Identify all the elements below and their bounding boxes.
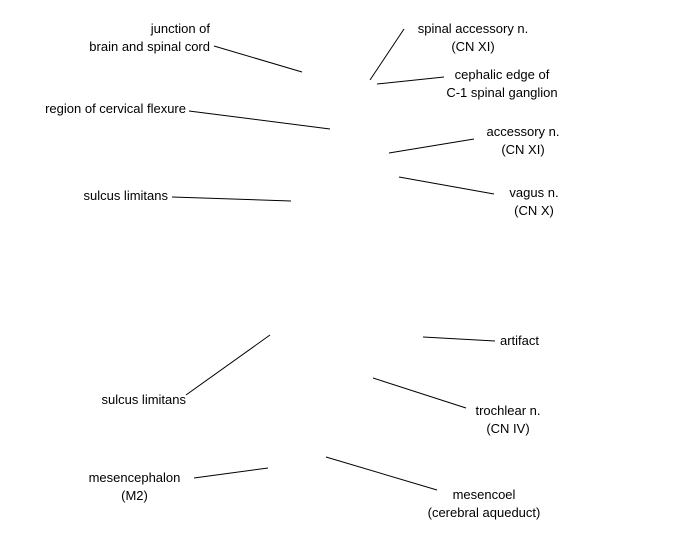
label-cervical-flexure: [20, 100, 186, 118]
label-line: C-1 spinal ganglion: [446, 85, 558, 100]
label-line: accessory n.: [486, 124, 560, 139]
label-vagus-nerve: [498, 184, 570, 220]
label-line: spinal accessory n.: [417, 21, 529, 36]
label-sulcus-limitans-upper: [60, 187, 168, 205]
label-spinal-accessory-nerve: [408, 20, 538, 56]
label-line: (CN X): [514, 203, 554, 218]
label-line: sulcus limitans: [101, 392, 186, 407]
label-line: (M2): [121, 488, 148, 503]
label-mesencephalon: [78, 469, 191, 505]
label-line: (CN XI): [501, 142, 545, 157]
label-line: (CN IV): [486, 421, 530, 436]
label-trochlear-nerve: [470, 402, 546, 438]
leader-sulcus-limitans-upper: [172, 197, 291, 201]
label-line: artifact: [500, 333, 540, 348]
leader-trochlear: [373, 378, 466, 408]
leader-cephalic-edge: [377, 77, 444, 84]
leader-cervical-flexure: [189, 111, 330, 129]
label-sulcus-limitans-lower: [78, 391, 186, 409]
leader-vagus: [399, 177, 494, 194]
label-mesencoel: [418, 486, 550, 522]
label-artifact: [500, 332, 560, 350]
leader-mesencephalon: [194, 468, 268, 478]
label-line: brain and spinal cord: [89, 39, 210, 54]
label-line: sulcus limitans: [83, 188, 168, 203]
leader-spinal-accessory: [370, 29, 404, 80]
label-line: vagus n.: [509, 185, 559, 200]
label-line: junction of: [150, 21, 210, 36]
leader-artifact: [423, 337, 495, 341]
label-cephalic-edge-c1-ganglion: [436, 66, 568, 102]
leader-accessory: [389, 139, 474, 153]
label-line: cephalic edge of: [454, 67, 550, 82]
leader-junction: [214, 46, 302, 72]
label-line: trochlear n.: [475, 403, 541, 418]
label-line: mesencoel: [452, 487, 516, 502]
leader-sulcus-limitans-lower: [186, 335, 270, 395]
label-line: (CN XI): [451, 39, 495, 54]
label-accessory-nerve: [478, 123, 568, 159]
label-line: region of cervical flexure: [45, 101, 186, 116]
label-line: (cerebral aqueduct): [427, 505, 541, 520]
label-junction-brain-spinal-cord: [70, 20, 210, 56]
label-line: mesencephalon: [88, 470, 181, 485]
